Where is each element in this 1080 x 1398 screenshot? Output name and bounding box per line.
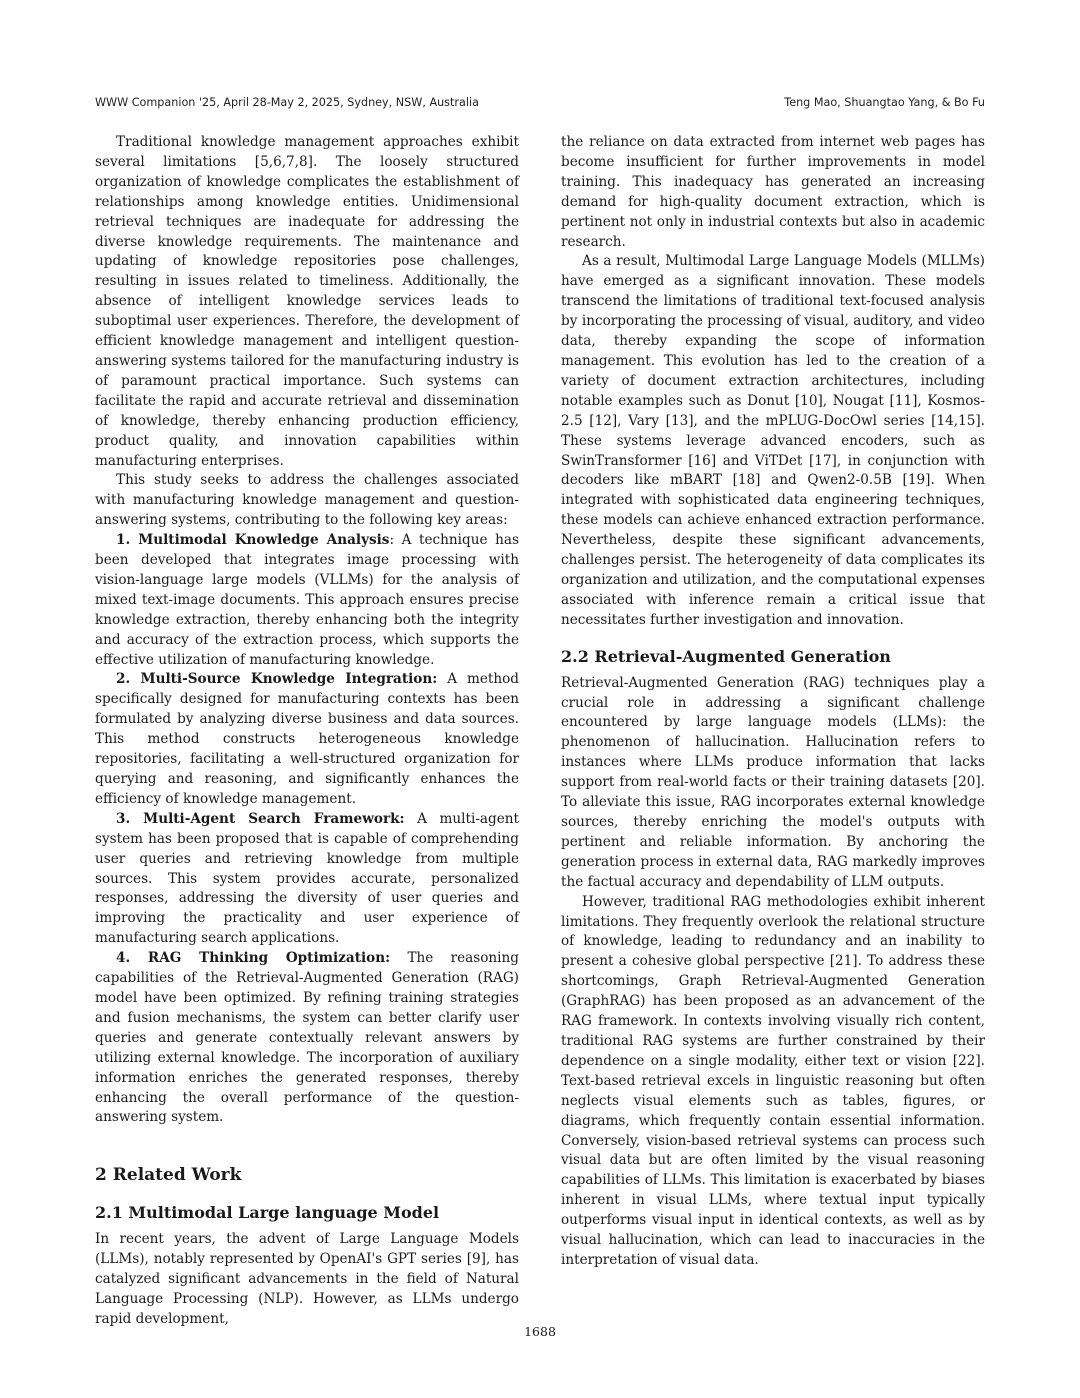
paragraph-limitations: Traditional knowledge management approaches exhibit several limitations [5,6,7,8]. The loosely structured organization of knowledge complicates the establishment of relationships among knowledge entities. Unidimensional retrieval techniques are inadequate for addressing the diverse knowledge requirements. The maintenance and updating of knowledge repositories pose challenges, resulting in issues related to timeliness. Additionally, the absence of intelligent knowledge services leads to suboptimal user experiences. Therefore, the development of efficient knowledge management and intelligent question-answering systems tailored for the manufacturing industry is of paramount practical importance. Such systems can facilitate the rapid and accurate retrieval and dissemination of knowledge, thereby enhancing production efficiency, product quality, and innovation capabilities within manufacturing enterprises. [95, 134, 519, 469]
paragraph-rag-limitations: However, traditional RAG methodologies exhibit inherent limitations. They frequently overlook the relational structure of knowledge, leading to redundancy and an inability to present a cohesive global perspective [21]. To address these shortcomings, Graph Retrieval-Augmented Generation (GraphRAG) has been proposed as an advancement of the RAG framework. In contexts involving visually rich content, traditional RAG systems are further constrained by their dependence on a single modality, either text or vision [22]. Text-based retrieval excels in linguistic reasoning but often neglects visual elements such as tables, figures, or diagrams, which frequently contain essential information. Conversely, vision-based retrieval systems can process such visual data but are often limited by the visual reasoning capabilities of LLMs. This limitation is exacerbated by biases inherent in visual LLMs, where textual input typically outperforms visual input in identical contexts, as well as by visual hallucination, which can lead to inaccuracies in the interpretation of visual data. [561, 893, 985, 1268]
contribution-3-title: 3. Multi-Agent Search Framework: [116, 810, 405, 827]
subsection-heading-mllm: 2.1 Multimodal Large language Model [95, 1203, 440, 1223]
contribution-1 [95, 531, 519, 670]
paragraph-study-aim: This study seeks to address the challenges associated with manufacturing knowledge management and question-answering systems, contributing to the following key areas: [95, 472, 519, 529]
page-number: 1688 [524, 1324, 556, 1339]
contribution-4-text: The reasoning capabilities of the Retrieval-Augmented Generation (RAG) model have been optimized. By refining training strategies and fusion mechanisms, the system can better clarify user queries and generate contextually relevant answers by utilizing external knowledge. The incorporation of auxiliary information enriches the generated responses, thereby enhancing the overall performance of the question-answering system. [95, 950, 519, 1126]
paragraph-mllm: As a result, Multimodal Large Language Models (MLLMs) have emerged as a significant innovation. These models transcend the limitations of traditional text-focused analysis by incorporating the processing of visual, auditory, and video data, thereby expanding the scope of information management. This evolution has led to the creation of a variety of document extraction architectures, including notable examples such as Donut [10], Nougat [11], Kosmos-2.5 [12], Vary [13], and the mPLUG-DocOwl series [14,15]. These systems leverage advanced encoders, such as SwinTransformer [16] and ViTDet [17], in conjunction with decoders like mBART [18] and Qwen2-0.5B [19]. When integrated with sophisticated data engineering techniques, these models can achieve enhanced extraction performance. Nevertheless, despite these significant advancements, challenges persist. The heterogeneity of data complicates its organization and utilization, and the computational expenses associated with inference remain a critical issue that necessitates further investigation and innovation. [561, 253, 985, 628]
header-authors: Teng Mao, Shuangtao Yang, & Bo Fu [784, 96, 985, 109]
section-heading-related-work: 2 Related Work [95, 1165, 242, 1186]
paragraph-rag: Retrieval-Augmented Generation (RAG) techniques play a crucial role in addressing a significant challenge encountered by large language models (LLMs): the phenomenon of hallucination. Hallucination refers to instances where LLMs produce information that lacks support from real-world facts or their training datasets [20]. To alleviate this issue, RAG incorporates external knowledge sources, thereby enriching the model's outputs with pertinent and reliable information. By anchoring the generation process in external data, RAG markedly improves the factual accuracy and dependability of LLM outputs. [561, 674, 985, 890]
left-column [95, 133, 519, 1330]
paragraph-data-reliance: the reliance on data extracted from internet web pages has become insufficient for further improvements in model training. This inadequacy has generated an increasing demand for high-quality document extraction, which is pertinent not only in industrial contexts but also in academic research. [561, 134, 985, 250]
contribution-3 [95, 810, 519, 949]
contribution-4 [95, 949, 519, 1128]
subsection-heading-rag: 2.2 Retrieval-Augmented Generation [561, 646, 891, 666]
contribution-1-title: 1. Multimodal Knowledge Analysis [116, 532, 390, 549]
contribution-1-text: : A technique has been developed that integrates image processing with vision-language large models (VLLMs) for the analysis of mixed text-image documents. This approach ensures precise knowledge extraction, thereby enhancing both the integrity and accuracy of the extraction process, which supports the effective utilization of manufacturing knowledge. [95, 532, 519, 668]
contribution-2 [95, 670, 519, 809]
paragraph-llm-intro: In recent years, the advent of Large Language Models (LLMs), notably represented by OpenAI's GPT series [9], has catalyzed significant advancements in the field of Natural Language Processing (NLP). However, as LLMs undergo rapid development, [95, 1231, 519, 1327]
contribution-4-title: 4. RAG Thinking Optimization: [116, 950, 391, 967]
contribution-2-title: 2. Multi-Source Knowledge Integration: [116, 671, 438, 688]
header-venue: WWW Companion '25, April 28-May 2, 2025, Sydney, NSW, Australia [95, 96, 479, 109]
contribution-2-text: A method specifically designed for manufacturing contexts has been formulated by analyzing diverse business and data sources. This method constructs heterogeneous knowledge repositories, facilitating a well-structured organization for querying and reasoning, and significantly enhances the efficiency of knowledge management. [95, 671, 520, 807]
contribution-3-text: A multi-agent system has been proposed that is capable of comprehending user queries and retrieving knowledge from multiple sources. This system provides accurate, personalized responses, addressing the diversity of user queries and improving the practicality and user experience of manufacturing search applications. [95, 810, 519, 947]
running-header [95, 96, 985, 114]
right-column [561, 133, 985, 1271]
